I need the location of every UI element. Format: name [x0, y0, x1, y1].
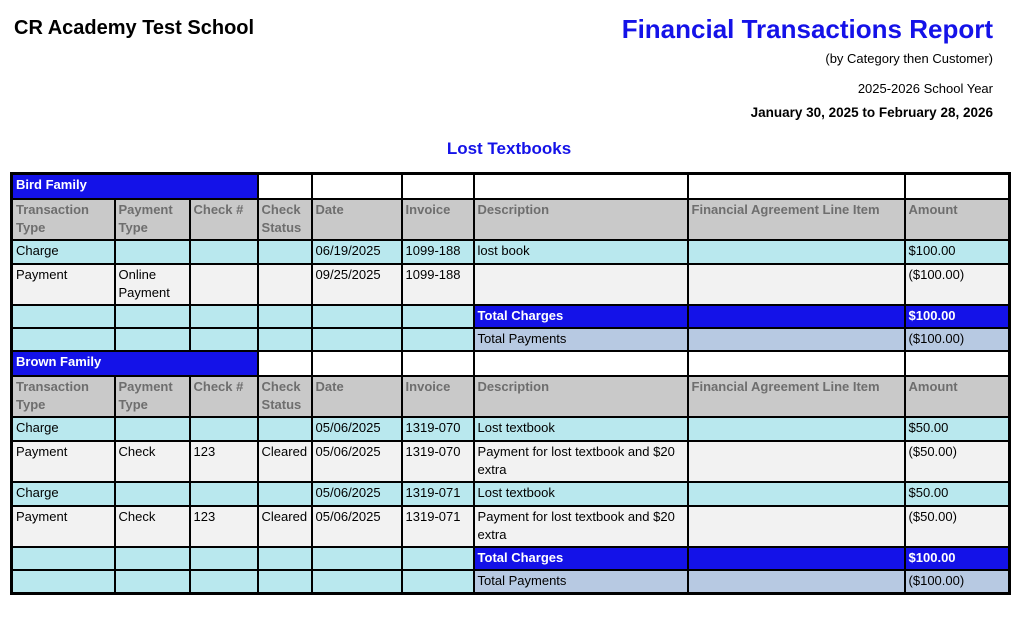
total-payments-row: [12, 328, 1010, 351]
transaction-cell: $50.00: [905, 417, 1010, 441]
transaction-cell: 1099-188: [402, 240, 474, 264]
column-header-cell: Date: [312, 199, 402, 240]
column-header-cell: Invoice: [402, 376, 474, 417]
column-header-cell: Description: [474, 376, 688, 417]
transaction-row: [12, 482, 1010, 506]
blank-cell: [312, 174, 402, 200]
column-header-cell: Check Status: [258, 199, 312, 240]
transaction-cell: [688, 417, 905, 441]
blank-cell: [905, 174, 1010, 200]
column-header-cell: Amount: [905, 376, 1010, 417]
transaction-cell: Charge: [12, 417, 115, 441]
blank-cell: [312, 328, 402, 351]
transaction-row: [12, 417, 1010, 441]
blank-cell: [190, 305, 258, 328]
blank-cell: [402, 328, 474, 351]
transaction-cell: [190, 264, 258, 305]
total-charges-row: [12, 305, 1010, 328]
blank-cell: [115, 328, 190, 351]
transaction-cell: [688, 264, 905, 305]
transaction-cell: [190, 417, 258, 441]
total-payments-amount-cell: ($100.00): [905, 570, 1010, 594]
school-year: 2025-2026 School Year: [857, 81, 993, 96]
transaction-cell: 1319-071: [402, 482, 474, 506]
transaction-cell: [688, 240, 905, 264]
transaction-cell: Lost textbook: [474, 417, 688, 441]
transaction-cell: 1319-070: [402, 417, 474, 441]
total-charges-row: [12, 547, 1010, 570]
transaction-cell: ($50.00): [905, 506, 1010, 547]
transaction-cell: [190, 482, 258, 506]
blank-cell: [688, 174, 905, 200]
column-header-row: [12, 376, 1010, 417]
blank-cell: [258, 547, 312, 570]
transaction-cell: [190, 240, 258, 264]
transaction-cell: 05/06/2025: [312, 506, 402, 547]
blank-cell: [258, 570, 312, 594]
family-header-row: [12, 174, 1010, 200]
blank-cell: [115, 570, 190, 594]
column-header-cell: Transaction Type: [12, 199, 115, 240]
blank-cell: [190, 570, 258, 594]
transaction-row: [12, 441, 1010, 482]
transaction-cell: ($100.00): [905, 264, 1010, 305]
transaction-cell: Payment: [12, 441, 115, 482]
transaction-cell: 123: [190, 441, 258, 482]
column-header-cell: Financial Agreement Line Item: [688, 376, 905, 417]
column-header-cell: Transaction Type: [12, 376, 115, 417]
blank-cell: [115, 547, 190, 570]
blank-cell: [190, 328, 258, 351]
blank-cell: [905, 351, 1010, 376]
transaction-cell: lost book: [474, 240, 688, 264]
category-title: Lost Textbooks: [446, 139, 572, 158]
blank-cell: [115, 305, 190, 328]
column-header-cell: Payment Type: [115, 199, 190, 240]
family-name-cell: Brown Family: [12, 351, 258, 376]
transaction-cell: [115, 240, 190, 264]
blank-cell: [12, 570, 115, 594]
transaction-cell: Online Payment: [115, 264, 190, 305]
total-charges-amount-cell: $100.00: [905, 547, 1010, 570]
total-payments-label-cell: Total Payments: [474, 328, 688, 351]
blank-cell: [688, 351, 905, 376]
blank-cell: [258, 174, 312, 200]
transaction-cell: 05/06/2025: [312, 441, 402, 482]
transaction-cell: Charge: [12, 482, 115, 506]
transaction-cell: 1099-188: [402, 264, 474, 305]
transaction-cell: [258, 240, 312, 264]
transaction-cell: 1319-070: [402, 441, 474, 482]
column-header-row: [12, 199, 1010, 240]
report-subtitle: (by Category then Customer): [825, 51, 993, 66]
school-name: CR Academy Test School: [14, 17, 255, 39]
transaction-cell: [688, 441, 905, 482]
blank-cell: [258, 351, 312, 376]
blank-cell: [402, 570, 474, 594]
transaction-cell: Lost textbook: [474, 482, 688, 506]
transaction-cell: Check: [115, 506, 190, 547]
total-payments-label-cell: Total Payments: [474, 570, 688, 594]
blank-cell: [258, 328, 312, 351]
blank-cell: [402, 547, 474, 570]
total-payments-row: [12, 570, 1010, 594]
transaction-cell: [688, 506, 905, 547]
transaction-cell: 05/06/2025: [312, 417, 402, 441]
column-header-cell: Amount: [905, 199, 1010, 240]
transaction-cell: [258, 264, 312, 305]
blank-cell: [402, 174, 474, 200]
transaction-cell: Check: [115, 441, 190, 482]
transaction-row: [12, 240, 1010, 264]
transaction-row: [12, 506, 1010, 547]
blank-cell: [312, 305, 402, 328]
transaction-cell: 1319-071: [402, 506, 474, 547]
blank-cell: [258, 305, 312, 328]
blank-cell: [12, 305, 115, 328]
transaction-cell: [115, 482, 190, 506]
family-name-cell: Bird Family: [12, 174, 258, 200]
transaction-cell: Cleared: [258, 506, 312, 547]
transaction-cell: Payment for lost textbook and $20 extra: [474, 441, 688, 482]
column-header-cell: Check #: [190, 199, 258, 240]
table-container: [10, 172, 1011, 595]
transaction-cell: 05/06/2025: [312, 482, 402, 506]
transaction-cell: [474, 264, 688, 305]
blank-cell: [688, 547, 905, 570]
transaction-cell: [258, 482, 312, 506]
blank-cell: [12, 547, 115, 570]
transaction-cell: $100.00: [905, 240, 1010, 264]
transaction-cell: Payment for lost textbook and $20 extra: [474, 506, 688, 547]
blank-cell: [474, 351, 688, 376]
blank-cell: [12, 328, 115, 351]
column-header-cell: Date: [312, 376, 402, 417]
total-charges-amount-cell: $100.00: [905, 305, 1010, 328]
transaction-cell: [258, 417, 312, 441]
date-range: January 30, 2025 to February 28, 2026: [750, 105, 993, 120]
blank-cell: [402, 305, 474, 328]
blank-cell: [688, 328, 905, 351]
transaction-cell: 09/25/2025: [312, 264, 402, 305]
column-header-cell: Invoice: [402, 199, 474, 240]
blank-cell: [312, 570, 402, 594]
blank-cell: [190, 547, 258, 570]
transaction-cell: [688, 482, 905, 506]
blank-cell: [312, 547, 402, 570]
column-header-cell: Check Status: [258, 376, 312, 417]
transaction-row: [12, 264, 1010, 305]
transaction-cell: Payment: [12, 264, 115, 305]
total-charges-label-cell: Total Charges: [474, 547, 688, 570]
report-title: Financial Transactions Report: [621, 14, 993, 44]
transaction-cell: Charge: [12, 240, 115, 264]
column-header-cell: Financial Agreement Line Item: [688, 199, 905, 240]
blank-cell: [312, 351, 402, 376]
column-header-cell: Check #: [190, 376, 258, 417]
transaction-cell: 123: [190, 506, 258, 547]
blank-cell: [688, 570, 905, 594]
family-header-row: [12, 351, 1010, 376]
total-charges-label-cell: Total Charges: [474, 305, 688, 328]
blank-cell: [474, 174, 688, 200]
blank-cell: [402, 351, 474, 376]
transaction-cell: $50.00: [905, 482, 1010, 506]
transactions-table: [10, 172, 1011, 595]
transaction-cell: 06/19/2025: [312, 240, 402, 264]
column-header-cell: Payment Type: [115, 376, 190, 417]
blank-cell: [688, 305, 905, 328]
transaction-cell: ($50.00): [905, 441, 1010, 482]
transaction-cell: Payment: [12, 506, 115, 547]
total-payments-amount-cell: ($100.00): [905, 328, 1010, 351]
transaction-cell: Cleared: [258, 441, 312, 482]
transaction-cell: [115, 417, 190, 441]
column-header-cell: Description: [474, 199, 688, 240]
